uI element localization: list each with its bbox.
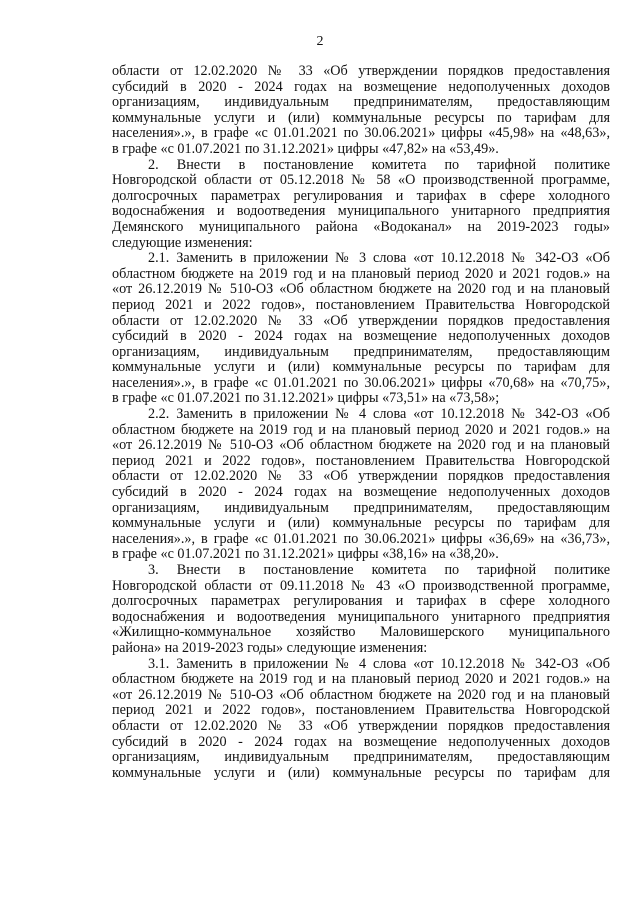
text-line: 2. Внести в постановление комитета по тарифной политике bbox=[148, 157, 610, 173]
text-line: населения».», в графе «с 01.01.2021 по 30.06.2021» цифры «45,98» на «48,63», bbox=[112, 126, 610, 142]
text-line: в графе «с 01.07.2021 по 31.12.2021» цифры «38,16» на «38,20». bbox=[112, 547, 499, 563]
text-line: 2.1. Заменить в приложении № 3 слова «от 10.12.2018 № 342-ОЗ «Об bbox=[148, 251, 610, 267]
text-line: населения».», в графе «с 01.01.2021 по 30.06.2021» цифры «36,69» на «36,73», bbox=[112, 531, 610, 547]
text-line: организациям, индивидуальным предпринимателям, предоставляющим bbox=[112, 750, 610, 766]
text-line: в графе «с 01.07.2021 по 31.12.2021» цифры «73,51» на «73,58»; bbox=[112, 391, 500, 407]
text-line: субсидий в 2020 - 2024 годах на возмещение недополученных доходов bbox=[112, 329, 610, 345]
text-line: коммунальные услуги и (или) коммунальные ресурсы по тарифам для bbox=[112, 765, 610, 781]
text-line: 3. Внести в постановление комитета по тарифной политике bbox=[148, 563, 610, 578]
document-body bbox=[112, 64, 610, 781]
text-line: «от 26.12.2019 № 510-ОЗ «Об областном бюджете на 2020 год и на плановый bbox=[112, 438, 610, 454]
text-line: субсидий в 2020 - 2024 годах на возмещение недополученных доходов bbox=[112, 485, 610, 501]
text-line: коммунальные услуги и (или) коммунальные ресурсы по тарифам для bbox=[112, 110, 610, 126]
text-line: водоснабжения и водоотведения муниципального унитарного предприятия bbox=[112, 609, 610, 625]
text-line: «Жилищно-коммунальное хозяйство Маловишерского муниципального bbox=[112, 625, 610, 641]
text-line: «от 26.12.2019 № 510-ОЗ «Об областном бюджете на 2020 год и на плановый bbox=[112, 687, 610, 703]
text-line: организациям, индивидуальным предпринимателям, предоставляющим bbox=[112, 344, 610, 360]
text-line: субсидий в 2020 - 2024 годах на возмещение недополученных доходов bbox=[112, 79, 610, 95]
text-line: области от 12.02.2020 № 33 «Об утверждении порядков предоставления bbox=[112, 64, 610, 79]
text-line: областном бюджете на 2019 год и на плановый период 2020 и 2021 годов.» на bbox=[112, 672, 610, 688]
text-line: период 2021 и 2022 годов», постановлением Правительства Новгородской bbox=[112, 297, 610, 313]
text-line: период 2021 и 2022 годов», постановлением Правительства Новгородской bbox=[112, 703, 610, 719]
text-line: населения».», в графе «с 01.01.2021 по 30.06.2021» цифры «70,68» на «70,75», bbox=[112, 375, 610, 391]
text-line: Демянского муниципального района «Водоканал» на 2019-2023 годы» bbox=[112, 219, 610, 235]
text-line: областном бюджете на 2019 год и на плановый период 2020 и 2021 годов.» на bbox=[112, 422, 610, 438]
text-line: области от 12.02.2020 № 33 «Об утверждении порядков предоставления bbox=[112, 313, 610, 329]
text-line: водоснабжения и водоотведения муниципального унитарного предприятия bbox=[112, 204, 610, 220]
text-line: в графе «с 01.07.2021 по 31.12.2021» цифры «47,82» на «53,49». bbox=[112, 141, 499, 157]
page-number: 2 bbox=[316, 34, 324, 49]
text-line: района» на 2019-2023 годы» следующие изменения: bbox=[112, 640, 428, 656]
text-line: областном бюджете на 2019 год и на плановый период 2020 и 2021 годов.» на bbox=[112, 266, 610, 282]
text-line: коммунальные услуги и (или) коммунальные ресурсы по тарифам для bbox=[112, 360, 610, 376]
text-line: организациям, индивидуальным предпринимателям, предоставляющим bbox=[112, 95, 610, 111]
text-line: Новгородской области от 05.12.2018 № 58 «О производственной программе, bbox=[112, 173, 610, 189]
text-line: коммунальные услуги и (или) коммунальные ресурсы по тарифам для bbox=[112, 516, 610, 532]
text-line: Новгородской области от 09.11.2018 № 43 «О производственной программе, bbox=[112, 578, 610, 594]
text-line: области от 12.02.2020 № 33 «Об утверждении порядков предоставления bbox=[112, 718, 610, 734]
text-line: следующие изменения: bbox=[112, 235, 253, 251]
text-line: 2.2. Заменить в приложении № 4 слова «от 10.12.2018 № 342-ОЗ «Об bbox=[148, 407, 610, 423]
text-line: «от 26.12.2019 № 510-ОЗ «Об областном бюджете на 2020 год и на плановый bbox=[112, 282, 610, 298]
text-line: долгосрочных параметрах регулирования и тарифах в сфере холодного bbox=[112, 188, 610, 204]
text-line: организациям, индивидуальным предпринимателям, предоставляющим bbox=[112, 500, 610, 516]
text-line: области от 12.02.2020 № 33 «Об утверждении порядков предоставления bbox=[112, 469, 610, 485]
text-line: 3.1. Заменить в приложении № 4 слова «от 10.12.2018 № 342-ОЗ «Об bbox=[148, 656, 610, 672]
text-line: субсидий в 2020 - 2024 годах на возмещение недополученных доходов bbox=[112, 734, 610, 750]
text-line: долгосрочных параметрах регулирования и тарифах в сфере холодного bbox=[112, 594, 610, 610]
text-line: период 2021 и 2022 годов», постановлением Правительства Новгородской bbox=[112, 453, 610, 469]
